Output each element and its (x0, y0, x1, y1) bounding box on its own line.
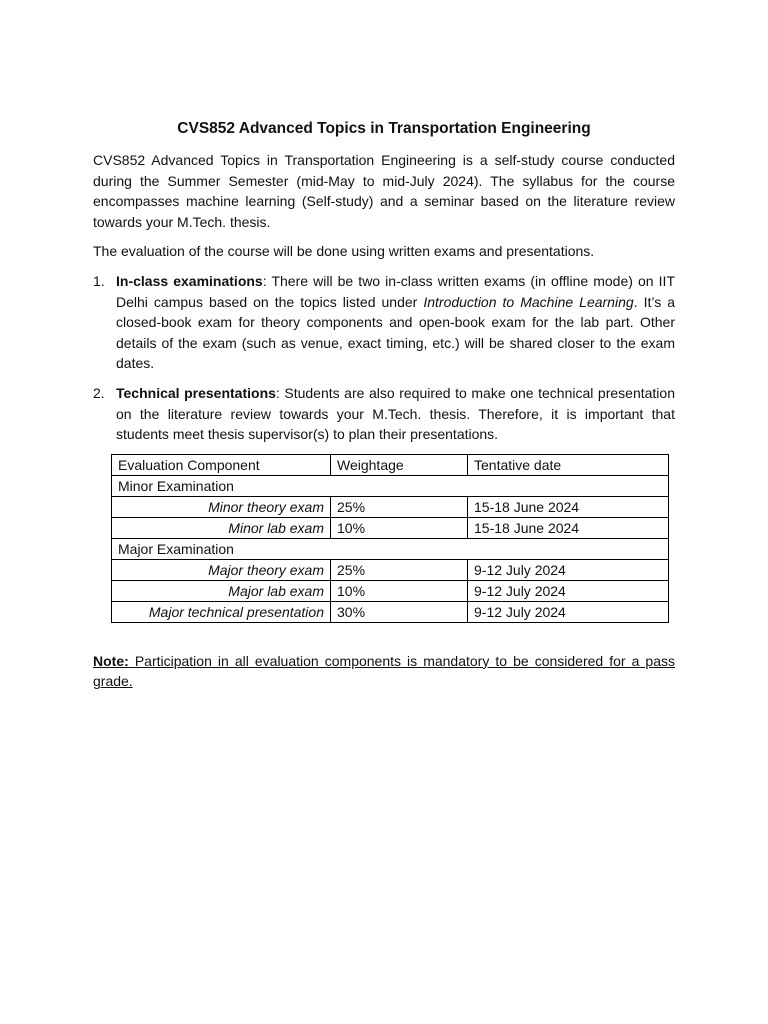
evaluation-list (93, 271, 675, 445)
table-cell-weight: 10% (331, 517, 468, 538)
list-item-italic-text: Introduction to Machine Learning (423, 293, 634, 310)
table-cell-weight: 10% (331, 580, 468, 601)
list-item-text: : There will be two in-class written exams (in offline mode) on IIT Delhi campus based on the topics listed under (116, 272, 676, 310)
table-cell-weight: 25% (331, 559, 468, 580)
list-item-text: : Students are also required to make one technical presentation on the literature review towards your M.Tech. thesis. Therefore, it is important that students meet thesis supervisor(s) to plan their presentations. (116, 384, 675, 443)
table-group-row (112, 475, 669, 496)
table-cell-weight: 30% (331, 601, 468, 622)
note-text: Participation in all evaluation components is mandatory to be considered for a pass grade. (93, 652, 675, 690)
document-title: CVS852 Advanced Topics in Transportation Engineering (177, 120, 591, 137)
table-cell-component: Major theory exam (112, 559, 331, 580)
table-group-row (112, 538, 669, 559)
table-header-cell: Evaluation Component (112, 454, 331, 475)
note-label: Note: (93, 652, 129, 669)
list-item-heading: Technical presentations (116, 384, 276, 401)
table-group-label: Major Examination (112, 538, 669, 559)
list-item-presentations (93, 383, 675, 445)
table-cell-date: 9-12 July 2024 (468, 580, 669, 601)
list-number: 1. (93, 272, 105, 289)
table-header-row (112, 454, 669, 475)
note-paragraph (93, 651, 675, 692)
list-item-heading: In-class examinations (116, 272, 263, 289)
table-row (112, 559, 669, 580)
list-item-exams (93, 271, 675, 374)
table-cell-date: 15-18 June 2024 (468, 496, 669, 517)
table-cell-component: Minor theory exam (112, 496, 331, 517)
table-cell-weight: 25% (331, 496, 468, 517)
table-cell-component: Major lab exam (112, 580, 331, 601)
table-row (112, 496, 669, 517)
table-group-label: Minor Examination (112, 475, 669, 496)
table-cell-component: Minor lab exam (112, 517, 331, 538)
intro-paragraph: CVS852 Advanced Topics in Transportation Engineering is a self-study course conducted during the Summer Semester (mid-May to mid-July 2024). The syllabus for the course encompasses machine learning (Self-study) and a seminar based on the literature review towards your M.Tech. thesis. (93, 152, 675, 230)
table-cell-date: 15-18 June 2024 (468, 517, 669, 538)
table-row (112, 517, 669, 538)
table-cell-component: Major technical presentation (112, 601, 331, 622)
evaluation-paragraph: The evaluation of the course will be done using written exams and presentations. (93, 243, 595, 260)
table-row (112, 601, 669, 622)
list-item-text-continued: . It’s a closed-book exam for theory components and open-book exam for the lab part. Other details of the exam (such as venue, exact timing, etc.) will be shared closer to the exam dates. (116, 293, 676, 372)
table-row (112, 580, 669, 601)
document-page (93, 118, 675, 692)
evaluation-table (111, 454, 669, 623)
table-cell-date: 9-12 July 2024 (468, 601, 669, 622)
table-header-cell: Tentative date (468, 454, 669, 475)
list-number: 2. (93, 384, 105, 401)
table-header-cell: Weightage (331, 454, 468, 475)
table-cell-date: 9-12 July 2024 (468, 559, 669, 580)
